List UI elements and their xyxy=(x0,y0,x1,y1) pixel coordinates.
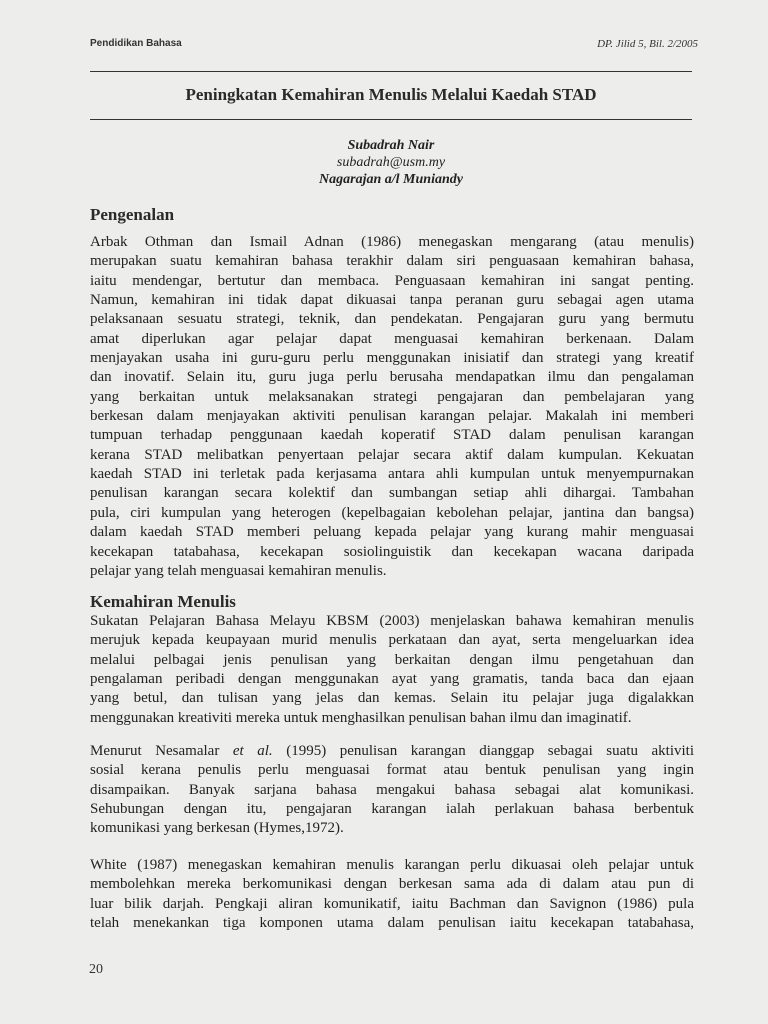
text-line: amat diperlukan agar pelajar dapat menguasai kemahiran berkenaan. Dalam xyxy=(90,330,694,347)
author-name: Subadrah Nair xyxy=(347,138,435,153)
text-line: menjayakan usaha ini guru-guru perlu menggunakan inisiatif dan strategi yang kreatif xyxy=(90,350,694,367)
citation-et-al: et al. xyxy=(232,743,273,759)
text-line: dalam kaedah STAD memberi peluang kepada pelajar yang kurang mahir menguasai xyxy=(90,524,694,541)
text-line: yang betul, dan tulisan yang jelas dan kemas. Selain itu pelajar juga digalakkan xyxy=(90,690,694,707)
text-line: merujuk kepada keupayaan murid menulis perkataan dan ayat, serta mengeluarkan idea xyxy=(90,632,694,649)
paragraph-kemahiran-3 xyxy=(90,856,694,933)
text-line: pengalaman peribadi dengan menggunakan ayat yang gramatis, tanda baca dan ejaan xyxy=(90,671,694,688)
text-line: iaitu mendengar, bertutur dan membaca. Penguasaan kemahiran ini sangat penting. xyxy=(90,272,694,289)
text-line: Namun, kemahiran ini tidak dapat dikuasai tanpa peranan guru sebagai agen utama xyxy=(90,292,694,309)
text-line: disampaikan. Banyak sarjana bahasa mengakui bahasa sebagai alat komunikasi. xyxy=(90,781,694,798)
journal-issue-label: DP. Jilid 5, Bil. 2/2005 xyxy=(597,38,698,50)
text-line: yang berkaitan untuk melaksanakan strategi pengajaran dan pembelajaran yang xyxy=(90,388,694,405)
section-heading-pengenalan: Pengenalan xyxy=(90,205,175,224)
text-line: komunikasi yang berkesan (Hymes,1972). xyxy=(90,820,344,837)
text-line: tumpuan terhadap penggunaan kaedah koperatif STAD dalam penulisan karangan xyxy=(90,427,694,444)
paper-title: Peningkatan Kemahiran Menulis Melalui Kaedah STAD xyxy=(185,85,597,104)
text-line: Arbak Othman dan Ismail Adnan (1986) menegaskan mengarang (atau menulis) xyxy=(90,234,694,250)
text-line: telah menekankan tiga komponen utama dalam penulisan iaitu kecekapan tatabahasa, xyxy=(90,915,694,932)
text-line: White (1987) menegaskan kemahiran menulis karangan perlu dikuasai oleh pelajar untuk xyxy=(90,857,694,873)
text-line: menggunakan kreativiti mereka untuk menghasilkan penulisan bahan ilmu dan imaginatif. xyxy=(90,709,632,726)
text-segment: (1995) penulisan karangan dianggap sebagai suatu aktiviti xyxy=(272,743,694,759)
title-rule-bottom xyxy=(90,119,692,120)
page-number: 20 xyxy=(89,962,103,977)
title-rule-top xyxy=(90,71,692,72)
author-email: subadrah@usm.my xyxy=(336,155,446,170)
text-line: Sehubungan dengan itu, pengajaran karangan ialah perlakuan bahasa berbentuk xyxy=(90,801,694,818)
paragraph-pengenalan xyxy=(90,233,694,581)
text-line: penulisan karangan secara kolektif dan sumbangan setiap ahli dihargai. Tambahan xyxy=(90,485,694,502)
text-line: kerana STAD melibatkan penyertaan pelajar secara aktif dalam kumpulan. Kekuatan xyxy=(90,446,694,463)
text-line: kaedah STAD ini terletak pada kerjasama antara ahli kumpulan untuk menyempurnakan xyxy=(90,466,694,483)
text-line: sosial kerana penulis perlu menguasai format atau bentuk penulisan yang ingin xyxy=(90,762,694,779)
running-header xyxy=(90,38,698,54)
paragraph-kemahiran-2 xyxy=(90,742,694,839)
text-line: membolehkan mereka berkomunikasi dengan berkesan sama ada di dalam atau pun di xyxy=(90,876,694,893)
text-line: dan inovatif. Selain itu, guru juga perlu berusaha mendapatkan ilmu dan pengalaman xyxy=(90,369,694,386)
text-line: pelaksanaan sesuatu strategi, teknik, dan pendekatan. Pengajaran guru yang bermutu xyxy=(90,311,694,328)
text-segment: Menurut Nesamalar xyxy=(90,743,233,759)
journal-section-label: Pendidikan Bahasa xyxy=(90,38,182,49)
paragraph-kemahiran-1 xyxy=(90,612,694,728)
section-heading-kemahiran-menulis: Kemahiran Menulis xyxy=(90,592,236,611)
author-block xyxy=(90,137,692,188)
text-line: pelajar yang telah menguasai kemahiran menulis. xyxy=(90,562,387,579)
text-line xyxy=(90,742,694,761)
text-line: berkesan dalam menjayakan aktiviti penulisan karangan pelajar. Makalah ini memberi xyxy=(90,408,694,425)
text-line: melalui pelbagai jenis penulisan yang berkaitan dengan ilmu pengetahuan dan xyxy=(90,651,694,668)
text-line: pula, ciri kumpulan yang heterogen (kepelbagaian kebolehan pelajar, jantina dan bangsa) xyxy=(90,504,694,521)
text-line: Sukatan Pelajaran Bahasa Melayu KBSM (2003) menjelaskan bahawa kemahiran menulis xyxy=(90,613,694,629)
text-line: merupakan suatu kemahiran bahasa terakhir dalam siri penguasaan kemahiran bahasa, xyxy=(90,253,694,270)
text-line: luar bilik darjah. Pengkaji aliran komunikatif, iaitu Bachman dan Savignon (1986) pula xyxy=(90,895,694,912)
author-name: Nagarajan a/l Muniandy xyxy=(319,172,463,187)
text-line: kecekapan tatabahasa, kecekapan sosiolinguistik dan kecekapan wacana daripada xyxy=(90,543,694,560)
